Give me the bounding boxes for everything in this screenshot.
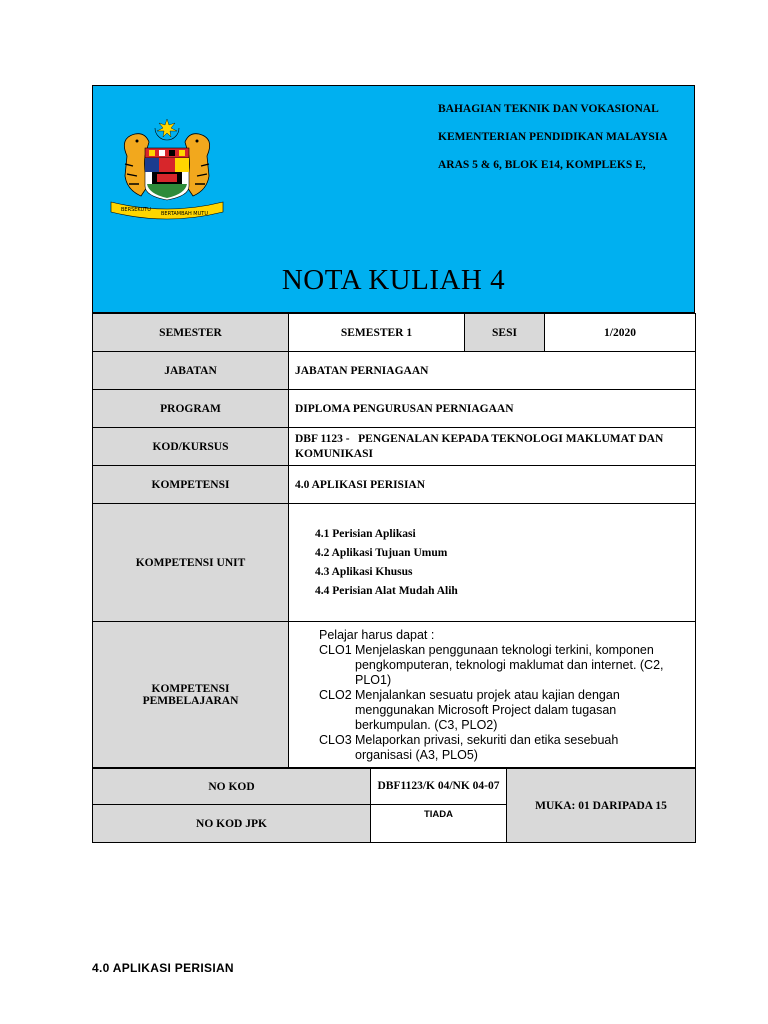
clo-code: CLO2 xyxy=(319,688,352,702)
sesi-label: SESI xyxy=(465,314,545,352)
agency-line-1: BAHAGIAN TEKNIK DAN VOKASIONAL xyxy=(438,103,659,115)
kompetensi-unit-list xyxy=(295,525,689,601)
kod-kursus-code: DBF 1123 - xyxy=(295,432,350,445)
no-kod-jpk-value: TIADA xyxy=(371,805,507,843)
clo-intro: Pelajar harus dapat : xyxy=(319,628,435,642)
crest-banner-left-text: BERSEKUTU xyxy=(121,207,151,213)
jabatan-row xyxy=(93,352,696,390)
clo-cell xyxy=(289,622,696,768)
semester-value: SEMESTER 1 xyxy=(289,314,465,352)
kompetensi-label: KOMPETENSI xyxy=(93,466,289,504)
kompetensi-value: 4.0 APLIKASI PERISIAN xyxy=(289,466,696,504)
kompetensi-pembelajaran-row xyxy=(93,622,696,768)
semester-label: SEMESTER xyxy=(93,314,289,352)
no-kod-value: DBF1123/K 04/NK 04-07 xyxy=(371,769,507,805)
kod-kursus-value xyxy=(289,428,696,466)
program-row xyxy=(93,390,696,428)
agency-line-3: ARAS 5 & 6, BLOK E14, KOMPLEKS E, xyxy=(438,159,646,171)
kod-kursus-label: KOD/KURSUS xyxy=(93,428,289,466)
kompetensi-pembelajaran-label-line-2: PEMBELAJARAN xyxy=(142,694,239,707)
clo-line: Menjelaskan penggunaan teknologi terkini, komponen xyxy=(355,643,654,657)
clo-continuation: pengkomputeran, teknologi maklumat dan internet. (C2, PLO1) xyxy=(355,658,664,687)
agency-address xyxy=(438,102,688,186)
kompetensi-unit-list-cell xyxy=(289,504,696,622)
clo-continuation: menggunakan Microsoft Project dalam tugasan berkumpulan. (C3, PLO2) xyxy=(355,703,617,732)
sesi-value: 1/2020 xyxy=(545,314,696,352)
kompetensi-unit-label: KOMPETENSI UNIT xyxy=(93,504,289,622)
kompetensi-pembelajaran-label-line-1: KOMPETENSI xyxy=(151,682,230,695)
clo-item xyxy=(319,643,689,658)
clo-code: CLO1 xyxy=(319,643,352,657)
clo-item xyxy=(319,733,689,748)
list-item: 4.4 Perisian Alat Mudah Alih xyxy=(315,584,458,597)
kompetensi-pembelajaran-label xyxy=(93,622,289,768)
page-count: MUKA: 01 DARIPADA 15 xyxy=(507,769,696,843)
kod-kursus-row xyxy=(93,428,696,466)
document-code-table xyxy=(92,768,696,843)
course-info-table xyxy=(92,313,696,768)
list-item: 4.3 Aplikasi Khusus xyxy=(315,565,413,578)
kompetensi-row xyxy=(93,466,696,504)
clo-item xyxy=(319,688,689,703)
agency-line-2: KEMENTERIAN PENDIDIKAN MALAYSIA xyxy=(438,131,668,143)
clo-line: Menjalankan sesuatu projek atau kajian dengan xyxy=(355,688,620,702)
list-item: 4.2 Aplikasi Tujuan Umum xyxy=(315,546,448,559)
semester-row xyxy=(93,314,696,352)
crest-banner-right-text: BERTAMBAH MUTU xyxy=(161,211,208,217)
document-title: NOTA KULIAH 4 xyxy=(281,264,506,296)
no-kod-label: NO KOD xyxy=(93,769,371,805)
clo-continuation: organisasi (A3, PLO5) xyxy=(355,748,478,762)
program-label: PROGRAM xyxy=(93,390,289,428)
jabatan-value: JABATAN PERNIAGAAN xyxy=(289,352,696,390)
no-kod-row xyxy=(93,769,696,805)
jabatan-label: JABATAN xyxy=(93,352,289,390)
section-heading: 4.0 APLIKASI PERISIAN xyxy=(92,961,234,975)
kod-kursus-name: PENGENALAN KEPADA TEKNOLOGI MAKLUMAT DAN KOMUNIKASI xyxy=(295,432,664,460)
clo-line: Melaporkan privasi, sekuriti dan etika sesebuah xyxy=(355,733,619,747)
list-item: 4.1 Perisian Aplikasi xyxy=(315,527,416,540)
document-sheet xyxy=(92,85,695,843)
program-value: DIPLOMA PENGURUSAN PERNIAGAAN xyxy=(289,390,696,428)
coat-of-arms-icon xyxy=(97,116,237,226)
header-banner xyxy=(92,85,695,313)
no-kod-jpk-label: NO KOD JPK xyxy=(93,805,371,843)
clo-code: CLO3 xyxy=(319,733,352,747)
kompetensi-unit-row xyxy=(93,504,696,622)
